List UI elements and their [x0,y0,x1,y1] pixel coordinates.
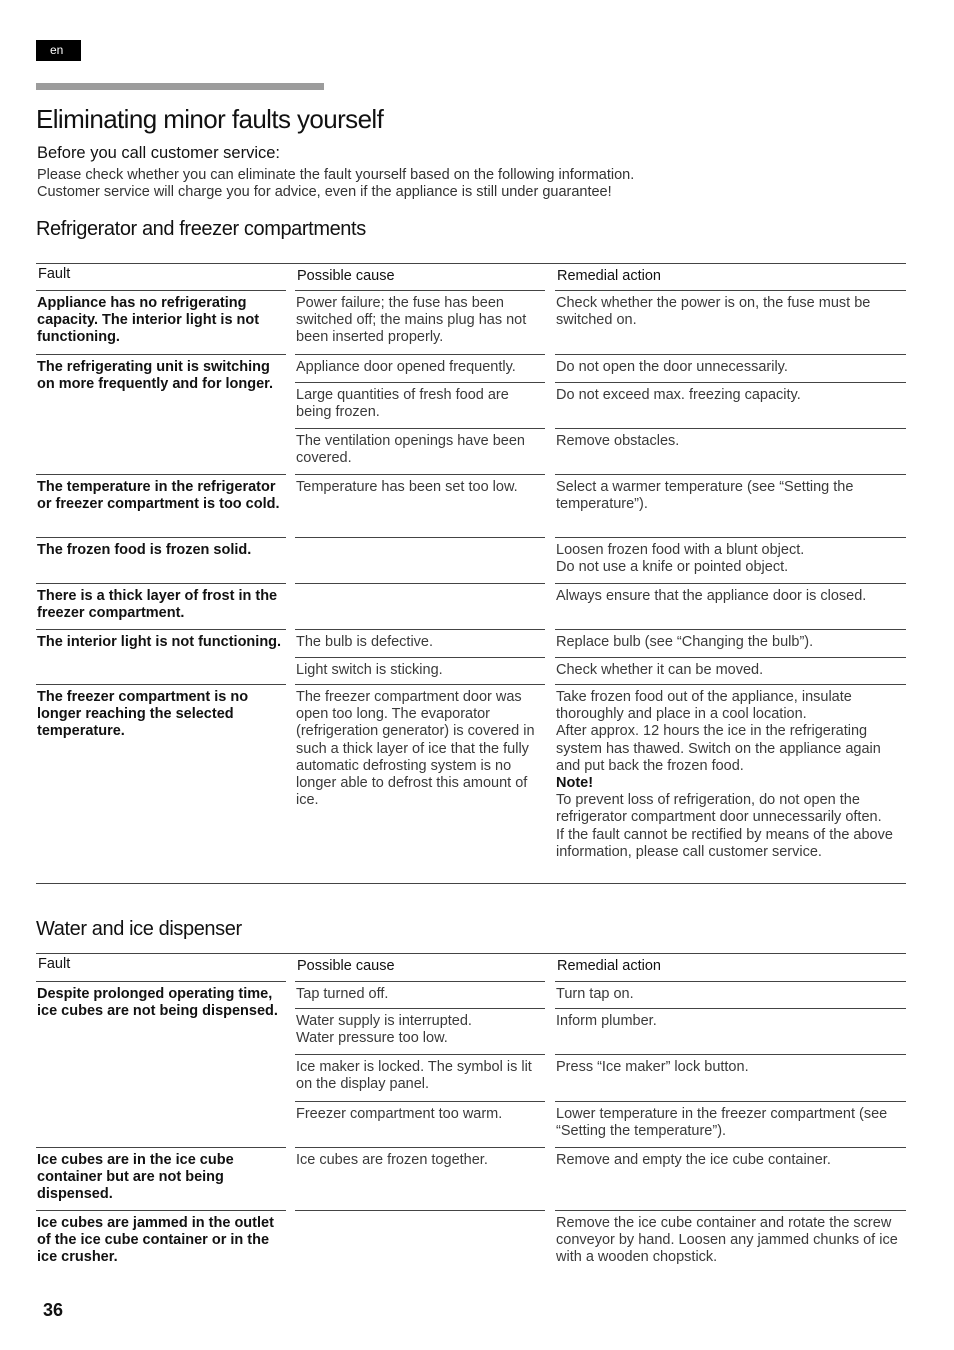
action-cell: Replace bulb (see “Changing the bulb”). [555,629,906,657]
page-number: 36 [43,1300,64,1320]
cause-cell [295,537,545,583]
action-line: Take frozen food out of the appliance, insulate thoroughly and place in a cool location. [556,689,852,723]
fault-cell: The temperature in the refrigerator or freezer compartment is too cold. [36,474,286,537]
cause-cell: The ventilation openings have been covered. [295,428,545,474]
action-line: Loosen frozen food with a blunt object. [556,542,805,558]
cause-cell: Temperature has been set too low. [295,474,545,537]
action-line: To prevent loss of refrigeration, do not open the refrigerator compartment door unnecessarily often. [556,792,882,826]
subtitle: Before you call customer service: [37,144,281,162]
action-cell [555,684,906,884]
action-cell: Remove and empty the ice cube container. [555,1147,906,1210]
action-cell: Select a warmer temperature (see “Setting the temperature”). [555,474,906,537]
header-action: Remedial action [557,268,661,284]
cause-cell: Ice maker is locked. The symbol is lit on the display panel. [295,1054,545,1101]
cause-cell: Appliance door opened frequently. [295,354,545,382]
header-fault: Fault [38,266,71,282]
action-line: Do not use a knife or pointed object. [556,559,789,576]
action-cell: Check whether it can be moved. [555,657,906,684]
cause-cell: Tap turned off. [295,981,545,1008]
action-cell [555,537,906,583]
fault-cell: There is a thick layer of frost in the freezer compartment. [36,583,286,629]
language-tab: en [36,40,81,61]
intro-text [37,167,634,201]
cause-cell: The freezer compartment door was open too long. The evaporator (refrigeration generator) is covered in such a thick layer of ice that the fully automatic defrosting system is no longer able to defrost this amount of ice. [295,684,545,884]
header-fault: Fault [38,956,71,972]
section-heading-dispenser: Water and ice dispenser [36,918,242,940]
action-cell: Check whether the power is on, the fuse must be switched on. [555,290,906,354]
cause-line: Water supply is interrupted. [296,1013,472,1029]
action-cell: Press “Ice maker” lock button. [555,1054,906,1101]
table-header [36,953,906,974]
cause-cell: Power failure; the fuse has been switched off; the mains plug has not been inserted properly. [295,290,545,354]
header-cause: Possible cause [297,958,395,974]
action-cell: Turn tap on. [555,981,906,1008]
action-cell: Remove the ice cube container and rotate the screw conveyor by hand. Loosen any jammed chunks of ice with a wooden chopstick. [555,1210,906,1280]
fault-cell: Appliance has no refrigerating capacity. The interior light is not functioning. [36,290,286,354]
page-title: Eliminating minor faults yourself [36,104,384,134]
fault-cell: Ice cubes are in the ice cube container but are not being dispensed. [36,1147,286,1210]
cause-cell: Large quantities of fresh food are being frozen. [295,382,545,428]
action-cell: Always ensure that the appliance door is closed. [555,583,906,629]
header-cause: Possible cause [297,268,395,284]
cause-cell: Light switch is sticking. [295,657,545,684]
cause-line: Water pressure too low. [296,1030,448,1047]
cause-cell: The bulb is defective. [295,629,545,657]
action-line: If the fault cannot be rectified by means of the above information, please call customer service. [556,826,893,860]
cause-cell [295,1210,545,1280]
fault-cell: Despite prolonged operating time, ice cubes are not being dispensed. [36,981,286,1147]
action-cell: Inform plumber. [555,1008,906,1054]
fault-cell: Ice cubes are jammed in the outlet of the ice cube container or in the ice crusher. [36,1210,286,1280]
cause-cell [295,583,545,629]
header-rule [36,83,324,90]
action-line: After approx. 12 hours the ice in the refrigerating system has thawed. Switch on the appliance again and put back the frozen food. [556,723,881,774]
action-cell: Do not open the door unnecessarily. [555,354,906,382]
action-cell: Remove obstacles. [555,428,906,474]
header-action: Remedial action [557,958,661,974]
fault-cell: The freezer compartment is no longer reaching the selected temperature. [36,684,286,884]
cause-cell [295,1008,545,1054]
intro-line: Please check whether you can eliminate the fault yourself based on the following information. [37,167,635,183]
fault-cell: The refrigerating unit is switching on more frequently and for longer. [36,354,286,474]
note-label: Note! [556,775,594,792]
fault-cell: The interior light is not functioning. [36,629,286,684]
action-cell: Do not exceed max. freezing capacity. [555,382,906,428]
fault-cell: The frozen food is frozen solid. [36,537,286,583]
section-heading-refrigerator: Refrigerator and freezer compartments [36,218,366,240]
table-bottom-rule [36,883,906,884]
intro-line: Customer service will charge you for advice, even if the appliance is still under guarantee! [37,184,612,200]
table-header [36,263,906,284]
action-cell: Lower temperature in the freezer compartment (see “Setting the temperature”). [555,1101,906,1147]
cause-cell: Freezer compartment too warm. [295,1101,545,1147]
cause-cell: Ice cubes are frozen together. [295,1147,545,1210]
